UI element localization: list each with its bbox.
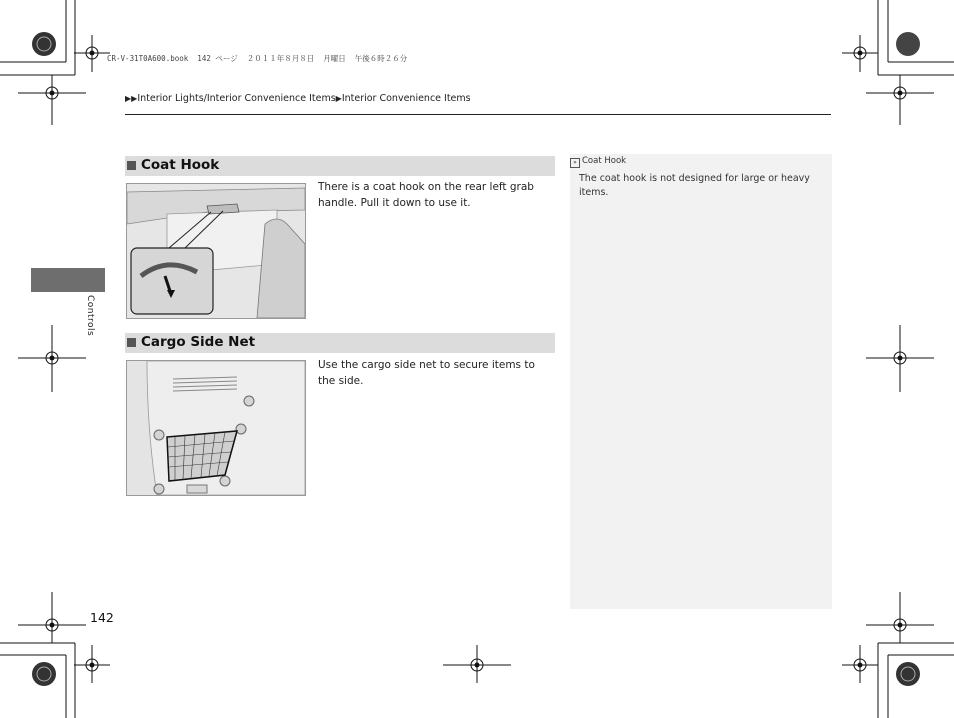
note-text: The coat hook is not designed for large or heavy items. xyxy=(579,173,810,198)
notes-panel xyxy=(570,154,832,609)
breadcrumb-separator: ▶ xyxy=(335,94,342,103)
cargo-net-illustration xyxy=(126,360,306,496)
chapter-label: Controls xyxy=(85,295,95,337)
print-header: CR-V-31T0A600.book 142 ページ ２０１１年８月８日 月曜日 午後６時２６分 xyxy=(107,54,408,63)
header-rule xyxy=(125,114,831,115)
reference-icon: » xyxy=(570,158,580,168)
note-heading-label: Coat Hook xyxy=(582,156,627,166)
breadcrumb-part-1[interactable]: Interior Lights/Interior Convenience Items xyxy=(137,93,336,104)
note-heading xyxy=(570,156,626,168)
square-bullet-icon xyxy=(127,338,136,347)
square-bullet-icon xyxy=(127,161,136,170)
breadcrumb-part-2[interactable]: Interior Convenience Items xyxy=(341,93,471,104)
section-text-coat-hook: There is a coat hook on the rear left grab handle. Pull it down to use it. xyxy=(318,181,534,209)
page-number: 142 xyxy=(90,610,114,625)
section-heading-cargo-side-net xyxy=(125,333,555,353)
chapter-tab[interactable] xyxy=(31,268,105,292)
breadcrumb-arrows: ▶▶ xyxy=(125,94,138,103)
section-heading-coat-hook xyxy=(125,156,555,176)
coat-hook-illustration xyxy=(126,183,306,319)
section-text-cargo-side-net: Use the cargo side net to secure items to the side. xyxy=(318,359,535,387)
breadcrumb xyxy=(125,93,471,104)
section-title: Coat Hook xyxy=(141,157,220,173)
section-title: Cargo Side Net xyxy=(141,334,256,350)
